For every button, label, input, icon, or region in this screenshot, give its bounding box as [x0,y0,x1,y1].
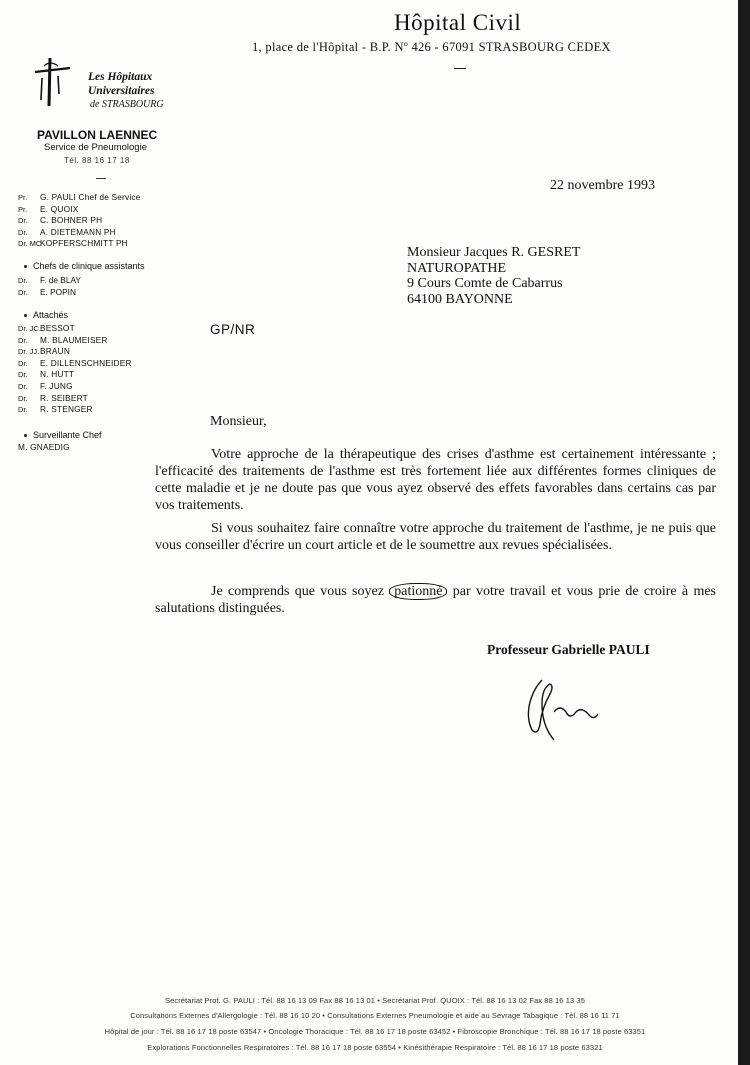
staff-name: E. DILLENSCHNEIDER [40,357,132,368]
pavillon-name: PAVILLON LAENNEC [37,128,158,142]
letter-paragraph [155,520,716,554]
staff-name: KOPFERSCHMITT PH [40,238,128,249]
footer-line: Hôpital de jour : Tél. 88 16 17 18 poste 63547 • Oncologie Thoracique : Tél. 88 16 17 18 poste 63452 • Fibroscopie Bronchique : Tél. 88 16 17 18 poste 63351 [104,1027,646,1036]
staff-title: Dr. JJ. [18,347,40,357]
letter-paragraph [155,446,716,514]
staff-title: Pr. [18,193,28,202]
staff-row [18,204,141,216]
divider [96,178,106,179]
paragraph-text: Je comprends que vous soyez [211,584,390,599]
staff-row [18,393,132,405]
hospital-name: Hôpital Civil [394,10,522,35]
staff-name: BRAUN [40,346,71,357]
staff-title: Dr. [18,381,28,391]
group-title-attaches [24,310,68,320]
staff-row [18,335,132,347]
staff-title: Dr. [18,216,28,226]
staff-title: Dr. [18,335,28,345]
staff-title: Dr. [18,405,28,415]
staff-title: Dr. [18,227,28,237]
staff-name: R. STENGER [40,404,93,415]
staff-name: E. POPIN [40,286,76,297]
staff-title: Dr. JC. [18,324,41,333]
recipient-address [407,245,580,307]
recipient-line: 64100 BAYONNE [407,291,513,307]
group-title-surveillante [24,430,102,440]
staff-row [18,381,132,393]
hospital-cross-logo-icon [32,54,72,108]
letter-paragraph [155,583,716,617]
staff-title: Dr. [18,370,28,380]
staff-row [18,227,141,239]
staff-heads-list [18,192,141,250]
bullet-icon [24,434,27,437]
signer-name: Professeur Gabrielle PAULI [487,642,650,657]
staff-row [18,358,132,370]
staff-title: Dr. [18,393,28,403]
hospital-address: 1, place de l'Hôpital - B.P. Nº 426 - 67091 STRASBOURG CEDEX [252,40,611,54]
paragraph-text: Votre approche de la thérapeutique des crises d'asthme est certainement intéressante ; l'efficacité des traitements de l'asthme est très fortement liée aux différentes formes cliniques de cette maladie et je ne doute pas que vous ayez observé des effets favorables dans certains cas par vos traitements. [155,447,716,513]
staff-role: Chef de Service [78,192,141,202]
staff-row [18,215,141,227]
staff-title: Dr. [18,287,28,297]
staff-name: E. QUOIX [40,203,79,214]
service-name: Service de Pneumologie [44,142,147,153]
recipient-line: 9 Cours Comte de Cabarrus [407,276,563,291]
group-title-text: Chefs de clinique assistants [33,261,145,271]
group-title-text: Surveillante Chef [33,430,102,440]
recipient-line: Monsieur Jacques R. GESRET [407,245,581,260]
letter-date: 22 novembre 1993 [550,178,655,193]
paragraph-text: Si vous souhaitez faire connaître votre approche du traitement de l'asthme, je ne puis que vous conseiller d'écrire un court article et de le soumettre aux revues spécialisées. [155,521,716,553]
footer-line: Secrétariat Prof. G. PAULI : Tél. 88 16 13 09 Fax 88 16 13 01 • Secrétariat Prof. QUOIX : Tél. 88 16 13 02 Fax 88 16 13 35 [164,996,586,1005]
footer-line: Consultations Externes d'Allergologie : Tél. 88 16 10 20 • Consultations Externes Pneumologie et aide au Sevrage Tabagique : Tél. 88 16 11 71 [130,1011,620,1020]
handwritten-signature-icon [520,676,600,746]
staff-name: N. HUTT [40,369,75,380]
staff-row [18,404,132,416]
logo-line: Universitaires [88,85,155,97]
recipient-line: NATUROPATHE [407,260,507,276]
logo-text [88,70,164,112]
chefs-list [18,275,81,298]
staff-row [18,323,132,335]
divider [454,68,466,69]
staff-title: Dr. [18,358,28,368]
staff-name: BESSOT [40,323,75,333]
staff-row [18,287,81,299]
staff-row [18,346,132,358]
staff-name: M. BLAUMEISER [40,334,108,345]
staff-title: Dr. MC [18,239,42,249]
staff-name: G. PAULI [40,192,77,202]
bullet-icon [24,314,27,317]
bullet-icon [24,265,27,268]
logo-line: Les Hôpitaux [88,71,153,83]
letter-salutation: Monsieur, [210,414,267,429]
letter-reference: GP/NR [210,322,256,337]
footer-line: Explorations Fonctionnelles Respiratoires : Tél. 88 16 17 18 poste 63554 • Kinésithérapie Respiratoire : Tél. 88 16 17 18 poste 63321 [147,1043,603,1052]
group-title-text: Attachés [33,310,69,320]
circled-word: pationné [389,583,447,600]
staff-row [18,238,141,250]
staff-name: M. GNAEDIG [18,442,70,452]
service-phone: Tél. 88 16 17 18 [64,156,130,165]
staff-name: A. DIETEMANN PH [40,226,116,237]
staff-row [18,192,141,204]
paragraph-text: par votre travail et vous prie de croire à mes salutations distinguées. [155,584,716,616]
staff-name: C. BOHNER PH [40,215,103,226]
surveillante-list [18,442,70,454]
staff-name: F. de BLAY [40,275,81,285]
group-title-chefs [24,261,145,271]
staff-row [18,275,81,287]
staff-name: R. SEIBERT [40,392,88,403]
staff-row [18,369,132,381]
logo-line: de STRASBOURG [90,99,164,110]
attaches-list [18,323,132,416]
staff-title: Pr. [18,204,28,214]
staff-name: F. JUNG [40,380,73,391]
staff-title: Dr. [18,276,28,285]
scan-edge [738,0,750,1065]
